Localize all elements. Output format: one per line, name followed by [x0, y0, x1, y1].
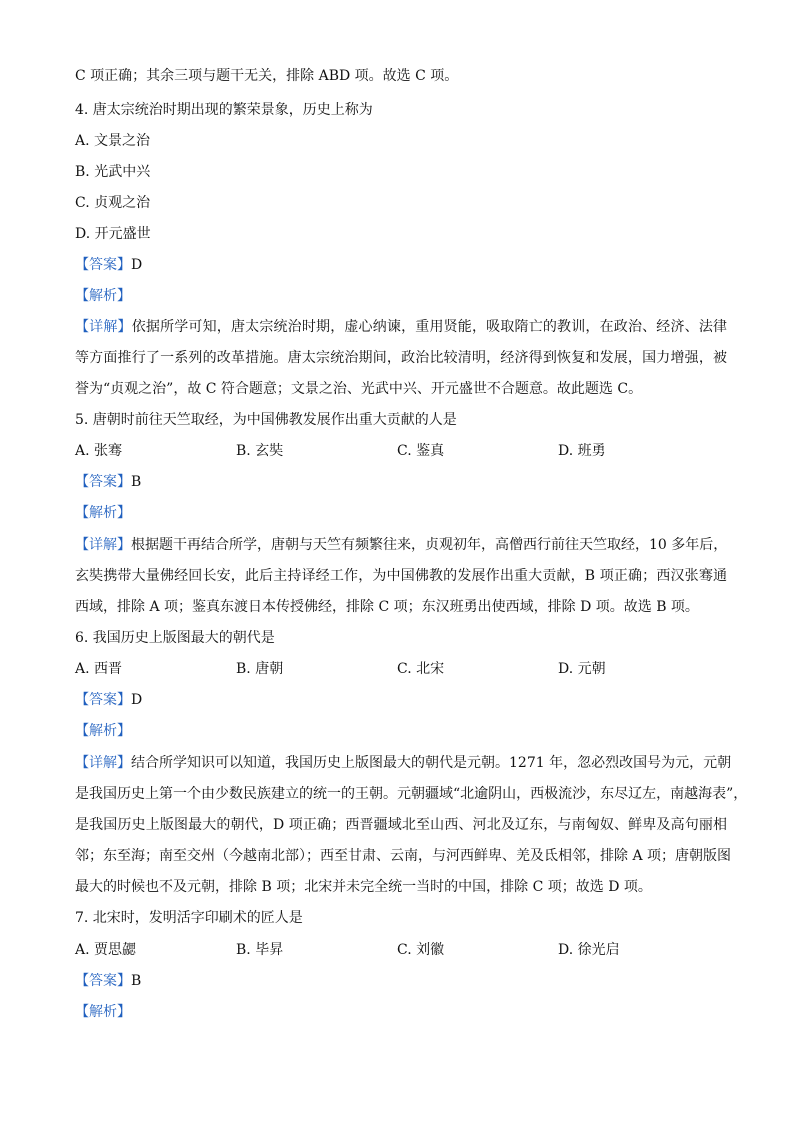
answer-label: 【答案】	[75, 257, 131, 273]
question-4-option-b: B. 光武中兴	[75, 164, 151, 180]
answer-value: B	[131, 973, 142, 989]
question-7-option-d: D. 徐光启	[558, 942, 620, 958]
detail-line: 邻；东至海；南至交州（今越南北部）；西至甘肃、云南，与河西鲜卑、羌及氐相邻，排除 A 项；唐朝版图	[75, 848, 732, 864]
question-6-option-d: D. 元朝	[558, 661, 606, 677]
question-6-detail	[75, 748, 748, 903]
answer-label: 【答案】	[75, 973, 131, 989]
analysis-label: 【解析】	[75, 505, 131, 521]
question-4-option-c: C. 贞观之治	[75, 195, 151, 211]
question-7-analysis	[75, 1002, 131, 1022]
question-5-option-c: C. 鉴真	[397, 443, 445, 459]
detail-line: 【详解】依据所学可知，唐太宗统治时期，虚心纳谏，重用贤能，吸取隋亡的教训，在政治、经济、法律	[75, 319, 728, 335]
question-5-stem: 5. 唐朝时前往天竺取经，为中国佛教发展作出重大贡献的人是	[75, 412, 457, 428]
question-5-option-b: B. 玄奘	[236, 443, 284, 459]
detail-label: 【详解】	[75, 755, 131, 771]
question-4-option-d: D. 开元盛世	[75, 226, 151, 242]
question-4-stem: 4. 唐太宗统治时期出现的繁荣景象，历史上称为	[75, 102, 373, 118]
question-6-option-b: B. 唐朝	[236, 661, 284, 677]
question-7-option-a: A. 贾思勰	[75, 942, 137, 958]
question-4-detail	[75, 312, 727, 405]
question-4-option-a: A. 文景之治	[75, 133, 151, 149]
answer-value: B	[131, 474, 142, 490]
question-6-stem: 6. 我国历史上版图最大的朝代是	[75, 630, 275, 646]
detail-line: 西域，排除 A 项；鉴真东渡日本传授佛经，排除 C 项；东汉班勇出使西域，排除 D 项。故选 B 项。	[75, 599, 699, 615]
question-5-answer	[75, 472, 141, 492]
analysis-label: 【解析】	[75, 1004, 131, 1020]
question-5-analysis	[75, 503, 131, 523]
detail-line: 是我国历史上版图最大的朝代，D 项正确；西晋疆域北至山西、河北及辽东，与南匈奴、鲜卑及高句丽相	[75, 817, 727, 833]
analysis-label: 【解析】	[75, 288, 131, 304]
question-6-analysis	[75, 721, 131, 741]
question-5-option-d: D. 班勇	[558, 443, 606, 459]
question-4-analysis	[75, 286, 131, 306]
detail-line: 【详解】结合所学知识可以知道，我国历史上版图最大的朝代是元朝。1271 年，忽必烈改国号为元，元朝	[75, 755, 732, 771]
question-5-option-a: A. 张骞	[75, 443, 123, 459]
question-7-option-c: C. 刘徽	[397, 942, 445, 958]
question-7-answer	[75, 971, 141, 991]
intro-line: C 项正确；其余三项与题干无关，排除 ABD 项。故选 C 项。	[75, 68, 459, 84]
detail-line: 玄奘携带大量佛经回长安，此后主持译经工作，为中国佛教的发展作出重大贡献，B 项正确；西汉张骞通	[75, 568, 727, 584]
question-6-answer	[75, 690, 142, 710]
question-6-option-a: A. 西晋	[75, 661, 123, 677]
question-4-answer	[75, 255, 142, 275]
answer-label: 【答案】	[75, 474, 131, 490]
detail-line: 最大的时候也不及元朝，排除 B 项；北宋并未完全统一当时的中国，排除 C 项；故选 D 项。	[75, 879, 652, 895]
detail-line: 是我国历史上第一个由少数民族建立的统一的王朝。元朝疆域“北逾阴山，西极流沙，东尽辽左，南越海表”，	[75, 786, 748, 802]
detail-label: 【详解】	[75, 319, 132, 335]
answer-value: D	[131, 692, 143, 708]
detail-line: 誉为“贞观之治”，故 C 符合题意；文景之治、光武中兴、开元盛世不合题意。故此题选 C。	[75, 381, 643, 397]
question-5-detail	[75, 530, 727, 623]
detail-line: 等方面推行了一系列的改革措施。唐太宗统治期间，政治比较清明，经济得到恢复和发展，国力增强，被	[75, 350, 727, 366]
analysis-label: 【解析】	[75, 723, 131, 739]
detail-line: 【详解】根据题干再结合所学，唐朝与天竺有频繁往来，贞观初年，高僧西行前往天竺取经，10 多年后，	[75, 537, 728, 553]
question-7-option-b: B. 毕昇	[236, 942, 284, 958]
question-6-option-c: C. 北宋	[397, 661, 445, 677]
detail-label: 【详解】	[75, 537, 131, 553]
answer-label: 【答案】	[75, 692, 131, 708]
question-7-stem: 7. 北宋时，发明活字印刷术的匠人是	[75, 910, 303, 926]
answer-value: D	[131, 257, 143, 273]
